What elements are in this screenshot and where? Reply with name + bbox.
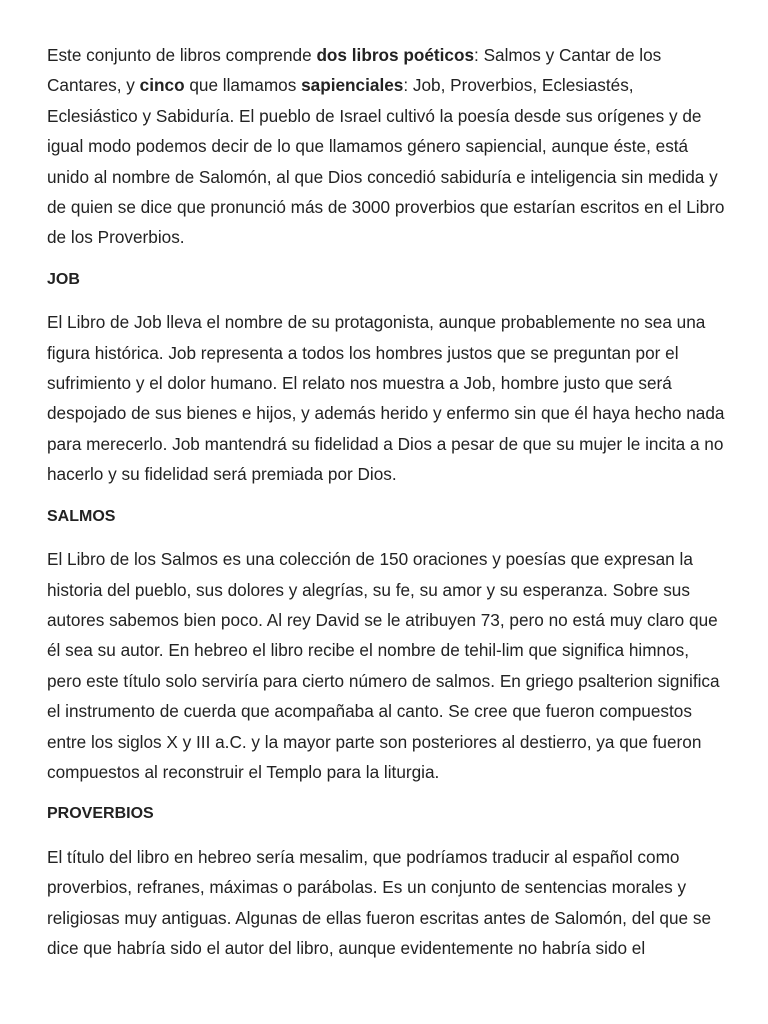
intro-text-1: Este conjunto de libros comprende [47,45,317,65]
section-heading-job: JOB [47,270,80,288]
intro-bold-cinco: cinco [139,75,185,96]
intro-text-3: que llamamos [184,75,302,96]
section-paragraph-salmos: El Libro de los Salmos es una colección de 150 oraciones y poesías que expresan la historia del pueblo, sus dolores y alegrías, su fe, su amor y su esperanza. Sobre sus autores sabemos bien poco. Al rey David se le atribuyen 73, pero no está muy claro que él sea su autor. En hebreo el libro recibe el nombre de tehil-lim que significa himnos, pero este título solo serviría para cierto número de salmos. En griego psalterion significa el instrumento de cuerda que acompañaba al canto. Se cree que fueron compuestos entre los siglos X y III a.C. y la mayor parte son posteriores al destierro, ya que fueron compuestos al reconstruir el Templo para la liturgia. [47,549,720,782]
section-paragraph-job: El Libro de Job lleva el nombre de su protagonista, aunque probablemente no sea una figura histórica. Job representa a todos los hombres justos que se preguntan por el sufrimiento y el dolor humano. El relato nos muestra a Job, hombre justo que será despojado de sus bienes e hijos, y además herido y enfermo sin que él haya hecho nada para merecerlo. Job mantendrá su fidelidad a Dios a pesar de que su mujer le incita a no hacerlo y su fidelidad será premiada por Dios. [47,312,725,485]
section-heading-salmos: SALMOS [47,507,116,525]
section-paragraph-proverbios: El título del libro en hebreo sería mesalim, que podríamos traducir al español como proverbios, refranes, máximas o parábolas. Es un conjunto de sentencias morales y religiosas muy antiguas. Algunas de ellas fueron escritas antes de Salomón, del que se dice que habría sido el autor del libro, aunque evidentemente no habría sido el [47,846,712,958]
intro-text-4: : Job, Proverbios, Eclesiastés, Eclesiástico y Sabiduría. El pueblo de Israel cultivó la poesía desde sus orígenes y de igual modo podemos decir de lo que llamamos género sapiencial, aunque éste, está unido al nombre de Salomón, al que Dios concedió sabiduría e inteligencia sin medida y de quien se dice que pronunció más de 3000 proverbios que estarían escritos en el Libro de los Proverbios. [47,75,725,248]
intro-text-2: : Salmos y Cantar de los Cantares, y [47,45,662,96]
intro-bold-dos-libros-poeticos: dos libros poéticos [316,45,475,65]
article-body [47,40,727,975]
intro-bold-sapienciales: sapienciales [301,75,404,96]
section-heading-proverbios: PROVERBIOS [47,805,154,823]
intro-paragraph [47,40,727,253]
